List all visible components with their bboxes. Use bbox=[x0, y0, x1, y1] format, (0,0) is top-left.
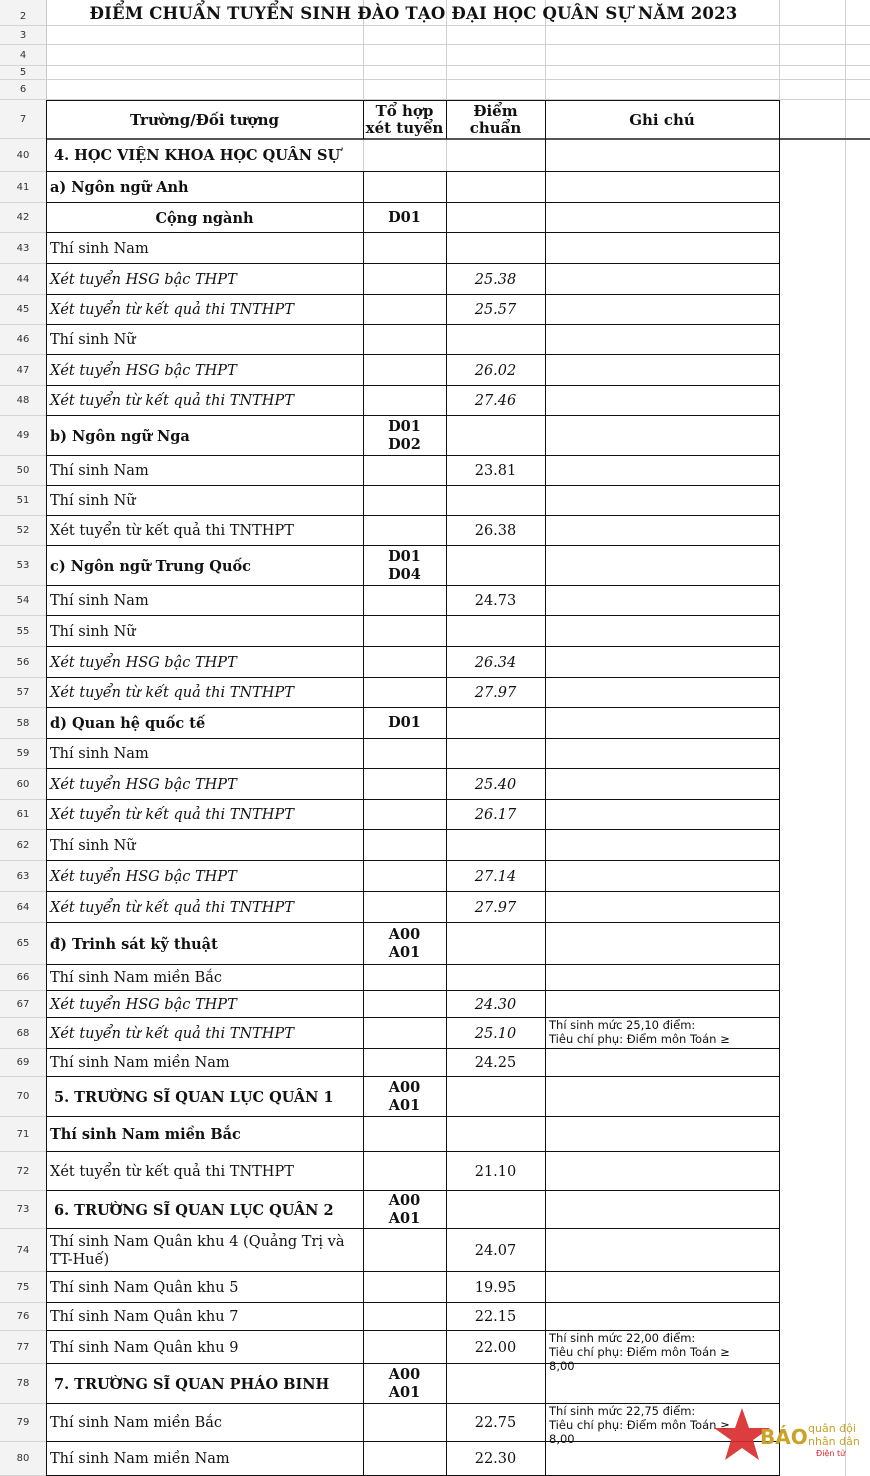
row-header-column bbox=[0, 0, 47, 1476]
border-line bbox=[779, 386, 780, 416]
to-hop-cell[interactable] bbox=[363, 708, 446, 739]
row-number[interactable]: 62 bbox=[0, 830, 46, 861]
border-line bbox=[779, 616, 780, 647]
row-label[interactable]: Xét tuyển HSG bậc THPT bbox=[50, 776, 237, 793]
ghi-chu-cell[interactable] bbox=[545, 586, 779, 616]
row-number[interactable]: 78 bbox=[0, 1364, 46, 1404]
row-label[interactable]: Thí sinh Nữ bbox=[50, 837, 136, 854]
row-number[interactable]: 75 bbox=[0, 1272, 46, 1303]
border-line bbox=[779, 100, 780, 139]
to-hop-code: A00 bbox=[388, 1192, 421, 1209]
ghi-chu-cell[interactable] bbox=[545, 923, 779, 965]
row-label[interactable]: Xét tuyển từ kết quả thi TNTHPT bbox=[50, 899, 294, 916]
border-line bbox=[779, 647, 780, 678]
row-number[interactable]: 69 bbox=[0, 1049, 46, 1077]
ghi-chu-cell[interactable] bbox=[545, 708, 779, 739]
to-hop-cell[interactable] bbox=[363, 647, 446, 678]
diem-chuan-cell[interactable] bbox=[446, 416, 545, 456]
to-hop-cell[interactable] bbox=[363, 416, 446, 456]
ghi-chu-cell[interactable] bbox=[545, 486, 779, 516]
ghi-chu-line: Thí sinh mức 22,00 điểm: bbox=[549, 1331, 696, 1345]
diem-chuan-cell[interactable]: 22.30 bbox=[474, 1451, 517, 1467]
to-hop-cell[interactable] bbox=[363, 1117, 446, 1152]
ghi-chu-cell[interactable] bbox=[545, 1049, 779, 1077]
row-number[interactable]: 80 bbox=[0, 1442, 46, 1476]
ghi-chu-cell[interactable] bbox=[545, 1077, 779, 1117]
to-hop-cell[interactable] bbox=[363, 516, 446, 546]
row-label[interactable]: d) Quan hệ quốc tế bbox=[50, 715, 206, 732]
ghi-chu-cell[interactable] bbox=[545, 203, 779, 233]
border-line bbox=[779, 678, 780, 708]
to-hop-cell[interactable] bbox=[363, 1191, 446, 1229]
border-line bbox=[779, 1364, 780, 1404]
diem-chuan-cell[interactable]: 27.97 bbox=[474, 899, 517, 916]
to-hop-cell[interactable] bbox=[363, 456, 446, 486]
diem-chuan-cell[interactable]: 25.57 bbox=[474, 302, 517, 318]
row-label[interactable]: b) Ngôn ngữ Nga bbox=[50, 427, 190, 445]
row-label[interactable]: Cộng ngành bbox=[155, 209, 254, 227]
border-line bbox=[779, 1229, 780, 1272]
border-line bbox=[779, 295, 780, 325]
to-hop-code: D02 bbox=[388, 436, 421, 453]
ghi-chu-cell[interactable] bbox=[545, 355, 779, 386]
row-label[interactable]: 6. TRƯỜNG SĨ QUAN LỤC QUÂN 2 bbox=[54, 1201, 334, 1219]
diem-chuan-cell[interactable]: 22.15 bbox=[474, 1309, 517, 1325]
border-line bbox=[779, 139, 780, 172]
ghi-chu-cell[interactable] bbox=[545, 861, 779, 892]
diem-chuan-cell[interactable]: 23.81 bbox=[474, 463, 517, 479]
ghi-chu-cell[interactable] bbox=[545, 139, 779, 172]
row-label[interactable]: 4. HỌC VIỆN KHOA HỌC QUÂN SỰ bbox=[54, 147, 341, 164]
ghi-chu-cell[interactable] bbox=[545, 546, 779, 586]
row-number[interactable]: 46 bbox=[0, 325, 46, 355]
row-label[interactable]: Xét tuyển HSG bậc THPT bbox=[50, 654, 237, 671]
header-to-hop[interactable] bbox=[363, 100, 446, 139]
to-hop-cell[interactable] bbox=[363, 233, 446, 264]
sheet-title: ĐIỂM CHUẨN TUYỂN SINH ĐÀO TẠO ĐẠI HỌC QUÂN SỰ NĂM 2023 bbox=[89, 4, 738, 23]
logo-word-dientu: Điện tử bbox=[816, 1449, 846, 1458]
row-number[interactable]: 3 bbox=[0, 26, 46, 45]
ghi-chu-cell[interactable] bbox=[545, 1152, 779, 1191]
row-number[interactable]: 54 bbox=[0, 586, 46, 616]
diem-chuan-cell[interactable] bbox=[446, 172, 545, 203]
ghi-chu-cell[interactable] bbox=[545, 264, 779, 295]
to-hop-code: D01 bbox=[388, 418, 421, 435]
to-hop-cell[interactable] bbox=[363, 1331, 446, 1364]
border-line bbox=[779, 546, 780, 586]
row-number[interactable]: 40 bbox=[0, 139, 46, 172]
to-hop-code: A00 bbox=[388, 1079, 421, 1096]
to-hop-cell[interactable] bbox=[363, 1303, 446, 1331]
border-line bbox=[779, 203, 780, 233]
row-label[interactable]: Xét tuyển HSG bậc THPT bbox=[50, 868, 237, 885]
border-line bbox=[779, 233, 780, 264]
row-label[interactable]: Thí sinh Nam bbox=[50, 463, 149, 479]
header-to-hop-line1: Tổ hợp bbox=[375, 101, 434, 120]
border-line bbox=[779, 923, 780, 965]
border-line bbox=[779, 355, 780, 386]
ghi-chu-cell[interactable] bbox=[545, 1364, 779, 1404]
ghi-chu-cell[interactable] bbox=[545, 830, 779, 861]
grid-line bbox=[46, 44, 870, 45]
row-label[interactable]: Thí sinh Nữ bbox=[50, 332, 136, 348]
border-line bbox=[779, 456, 780, 486]
border-line bbox=[779, 830, 780, 861]
row-label[interactable]: Xét tuyển HSG bậc THPT bbox=[50, 362, 237, 379]
ghi-chu-cell[interactable] bbox=[545, 1272, 779, 1303]
to-hop-cell[interactable] bbox=[363, 1049, 446, 1077]
row-number[interactable]: 52 bbox=[0, 516, 46, 546]
to-hop-code: A01 bbox=[388, 1210, 421, 1227]
ghi-chu-cell[interactable] bbox=[545, 295, 779, 325]
border-line bbox=[779, 861, 780, 892]
row-number[interactable]: 56 bbox=[0, 647, 46, 678]
row-number[interactable]: 74 bbox=[0, 1229, 46, 1272]
row-number[interactable]: 43 bbox=[0, 233, 46, 264]
diem-chuan-cell[interactable]: 27.46 bbox=[474, 393, 517, 409]
row-number[interactable]: 72 bbox=[0, 1152, 46, 1191]
to-hop-cell[interactable] bbox=[363, 1364, 446, 1404]
diem-chuan-cell[interactable] bbox=[446, 616, 545, 647]
row-label[interactable]: Xét tuyển từ kết quả thi TNTHPT bbox=[50, 1025, 294, 1042]
to-hop-code: A01 bbox=[388, 1384, 421, 1401]
diem-chuan-cell[interactable] bbox=[446, 923, 545, 965]
row-number[interactable]: 4 bbox=[0, 45, 46, 66]
to-hop-cell[interactable] bbox=[363, 486, 446, 516]
to-hop-cell[interactable] bbox=[363, 1229, 446, 1272]
to-hop-cell[interactable] bbox=[363, 1442, 446, 1476]
to-hop-cell[interactable] bbox=[363, 616, 446, 647]
ghi-chu-note bbox=[549, 1331, 777, 1373]
to-hop-cell[interactable] bbox=[363, 1152, 446, 1191]
row-number[interactable]: 55 bbox=[0, 616, 46, 647]
row-number[interactable]: 44 bbox=[0, 264, 46, 295]
ghi-chu-cell[interactable] bbox=[545, 516, 779, 546]
diem-chuan-cell[interactable]: 19.95 bbox=[474, 1279, 517, 1296]
ghi-chu-cell[interactable] bbox=[545, 678, 779, 708]
row-label[interactable]: 5. TRƯỜNG SĨ QUAN LỤC QUÂN 1 bbox=[54, 1088, 334, 1106]
row-number[interactable]: 48 bbox=[0, 386, 46, 416]
to-hop-code: D04 bbox=[388, 566, 421, 583]
ghi-chu-cell[interactable] bbox=[545, 386, 779, 416]
border-line bbox=[779, 1077, 780, 1117]
diem-chuan-cell[interactable] bbox=[446, 546, 545, 586]
header-diem-chuan[interactable] bbox=[446, 100, 545, 139]
diem-chuan-cell[interactable]: 24.25 bbox=[474, 1055, 517, 1071]
to-hop-cell[interactable] bbox=[363, 546, 446, 586]
row-number[interactable]: 67 bbox=[0, 991, 46, 1018]
to-hop-code: A01 bbox=[388, 1097, 421, 1114]
ghi-chu-line: Thí sinh mức 22,75 điểm: bbox=[549, 1404, 696, 1418]
row-label[interactable]: c) Ngôn ngữ Trung Quốc bbox=[50, 557, 251, 575]
to-hop-cell[interactable] bbox=[363, 586, 446, 616]
border-line bbox=[779, 516, 780, 546]
border-line bbox=[779, 739, 780, 769]
diem-chuan-cell[interactable] bbox=[446, 486, 545, 516]
to-hop-code: D01 bbox=[388, 209, 421, 226]
ghi-chu-cell[interactable] bbox=[545, 1303, 779, 1331]
grid-line bbox=[46, 25, 870, 26]
to-hop-cell[interactable] bbox=[363, 172, 446, 203]
ghi-chu-cell[interactable] bbox=[545, 1117, 779, 1152]
row-label[interactable]: a) Ngôn ngữ Anh bbox=[50, 179, 189, 196]
logo-word-bao: BÁO bbox=[760, 1425, 808, 1449]
diem-chuan-cell[interactable] bbox=[446, 203, 545, 233]
diem-chuan-cell[interactable]: 25.10 bbox=[474, 1025, 517, 1042]
row-number[interactable]: 58 bbox=[0, 708, 46, 739]
to-hop-cell[interactable] bbox=[363, 800, 446, 830]
to-hop-cell[interactable] bbox=[363, 203, 446, 233]
row-number[interactable]: 61 bbox=[0, 800, 46, 830]
row-label[interactable]: Thí sinh Nữ bbox=[50, 623, 136, 640]
row-number[interactable]: 64 bbox=[0, 892, 46, 923]
ghi-chu-cell[interactable] bbox=[545, 325, 779, 355]
row-number[interactable]: 79 bbox=[0, 1404, 46, 1442]
diem-chuan-cell[interactable] bbox=[446, 965, 545, 991]
border-line bbox=[779, 800, 780, 830]
row-label[interactable]: Thí sinh Nữ bbox=[50, 493, 136, 509]
diem-chuan-cell[interactable]: 21.10 bbox=[474, 1163, 517, 1180]
ghi-chu-cell[interactable] bbox=[545, 233, 779, 264]
row-number[interactable]: 70 bbox=[0, 1077, 46, 1117]
border-line bbox=[779, 172, 780, 203]
ghi-chu-cell[interactable] bbox=[545, 416, 779, 456]
row-number[interactable]: 50 bbox=[0, 456, 46, 486]
diem-chuan-cell[interactable] bbox=[446, 830, 545, 861]
header-ghi-chu[interactable]: Ghi chú bbox=[629, 110, 695, 129]
to-hop-cell[interactable] bbox=[363, 991, 446, 1018]
ghi-chu-note bbox=[549, 1018, 777, 1049]
diem-chuan-cell[interactable]: 24.30 bbox=[474, 996, 517, 1013]
row-number[interactable]: 71 bbox=[0, 1117, 46, 1152]
ghi-chu-cell[interactable] bbox=[545, 172, 779, 203]
diem-chuan-cell[interactable] bbox=[446, 1117, 545, 1152]
to-hop-cell[interactable] bbox=[363, 1404, 446, 1442]
ghi-chu-cell[interactable] bbox=[545, 1229, 779, 1272]
row-label[interactable]: Xét tuyển HSG bậc THPT bbox=[50, 271, 237, 288]
row-number[interactable]: 42 bbox=[0, 203, 46, 233]
diem-chuan-cell[interactable]: 25.40 bbox=[474, 776, 517, 793]
ghi-chu-cell[interactable] bbox=[545, 769, 779, 800]
row-number[interactable]: 47 bbox=[0, 355, 46, 386]
row-number[interactable]: 76 bbox=[0, 1303, 46, 1331]
grid-line bbox=[46, 79, 870, 80]
ghi-chu-cell[interactable] bbox=[545, 647, 779, 678]
row-number[interactable]: 2 bbox=[0, 8, 46, 26]
ghi-chu-cell[interactable] bbox=[545, 965, 779, 991]
border-line bbox=[779, 1152, 780, 1191]
row-number[interactable]: 5 bbox=[0, 66, 46, 80]
diem-chuan-cell[interactable] bbox=[446, 1191, 545, 1229]
ghi-chu-cell[interactable] bbox=[545, 1191, 779, 1229]
border-line bbox=[779, 769, 780, 800]
row-label[interactable]: Thí sinh Nam bbox=[50, 746, 149, 762]
ghi-chu-cell[interactable] bbox=[545, 991, 779, 1018]
diem-chuan-cell[interactable]: 27.14 bbox=[474, 868, 517, 885]
grid-line bbox=[845, 0, 846, 1476]
row-label[interactable]: Xét tuyển từ kết quả thi TNTHPT bbox=[50, 393, 294, 409]
to-hop-code: D01 bbox=[388, 548, 421, 565]
diem-chuan-cell[interactable] bbox=[446, 325, 545, 355]
ghi-chu-cell[interactable] bbox=[545, 616, 779, 647]
border-line bbox=[779, 1049, 780, 1077]
row-number[interactable]: 7 bbox=[0, 100, 46, 139]
row-number[interactable]: 6 bbox=[0, 80, 46, 100]
border-line bbox=[779, 708, 780, 739]
row-label[interactable]: Thí sinh Nam Quân khu 5 bbox=[50, 1279, 239, 1296]
row-label[interactable]: Thí sinh Nam miền Bắc bbox=[50, 1415, 222, 1431]
border-line bbox=[779, 264, 780, 295]
ghi-chu-line: Tiêu chí phụ: Điểm môn Toán ≥ bbox=[549, 1345, 730, 1359]
border-line bbox=[779, 416, 780, 456]
to-hop-code: A00 bbox=[388, 1366, 421, 1383]
diem-chuan-cell[interactable] bbox=[446, 739, 545, 769]
header-truong-doi-tuong[interactable]: Trường/Đối tượng bbox=[129, 110, 280, 129]
ghi-chu-line: Tiêu chí phụ: Điểm môn Toán ≥ bbox=[549, 1418, 730, 1432]
border-line bbox=[779, 1018, 780, 1049]
row-number[interactable]: 45 bbox=[0, 295, 46, 325]
diem-chuan-cell[interactable]: 22.75 bbox=[474, 1415, 517, 1431]
row-number[interactable]: 49 bbox=[0, 416, 46, 456]
row-number[interactable]: 77 bbox=[0, 1331, 46, 1364]
row-number[interactable]: 60 bbox=[0, 769, 46, 800]
row-label[interactable]: Thí sinh Nam Quân khu 9 bbox=[50, 1339, 239, 1356]
row-number[interactable]: 73 bbox=[0, 1191, 46, 1229]
row-label[interactable]: Xét tuyển HSG bậc THPT bbox=[50, 996, 237, 1013]
to-hop-code: A01 bbox=[388, 944, 421, 961]
to-hop-cell[interactable] bbox=[363, 1018, 446, 1049]
to-hop-cell[interactable] bbox=[363, 355, 446, 386]
to-hop-cell[interactable] bbox=[363, 965, 446, 991]
to-hop-cell[interactable] bbox=[363, 739, 446, 769]
to-hop-cell[interactable] bbox=[363, 264, 446, 295]
border-line bbox=[779, 1117, 780, 1152]
diem-chuan-cell[interactable]: 26.17 bbox=[474, 807, 517, 823]
row-number[interactable]: 66 bbox=[0, 965, 46, 991]
diem-chuan-cell[interactable]: 27.97 bbox=[474, 685, 517, 701]
border-line bbox=[779, 991, 780, 1018]
row-label[interactable]: Thí sinh Nam miền Bắc bbox=[50, 970, 222, 986]
ghi-chu-line: Thí sinh mức 25,10 điểm: bbox=[549, 1018, 696, 1032]
diem-chuan-cell[interactable] bbox=[446, 708, 545, 739]
border-line bbox=[779, 965, 780, 991]
row-label[interactable]: Xét tuyển từ kết quả thi TNTHPT bbox=[50, 807, 294, 823]
row-label[interactable]: Xét tuyển từ kết quả thi TNTHPT bbox=[50, 302, 294, 318]
row-label[interactable]: Thí sinh Nam miền Bắc bbox=[50, 1126, 241, 1143]
ghi-chu-line: 8,00 bbox=[549, 1432, 575, 1446]
border-line bbox=[779, 586, 780, 616]
to-hop-cell[interactable] bbox=[363, 769, 446, 800]
row-number[interactable]: 65 bbox=[0, 923, 46, 965]
logo-word-quandoi: quân đội bbox=[808, 1422, 856, 1435]
border-line bbox=[779, 1331, 780, 1364]
row-number[interactable]: 51 bbox=[0, 486, 46, 516]
logo-word-nhandan: nhân dân bbox=[808, 1435, 860, 1448]
row-label-line2: TT-Huế) bbox=[50, 1251, 110, 1268]
ghi-chu-cell[interactable] bbox=[545, 739, 779, 769]
ghi-chu-cell[interactable] bbox=[545, 456, 779, 486]
ghi-chu-cell[interactable] bbox=[545, 800, 779, 830]
border-line bbox=[779, 892, 780, 923]
row-number[interactable]: 57 bbox=[0, 678, 46, 708]
border-line bbox=[779, 1303, 780, 1331]
row-label[interactable]: Thí sinh Nam miền Nam bbox=[50, 1451, 230, 1467]
header-to-hop-line2: xét tuyển bbox=[365, 118, 444, 137]
row-label[interactable]: 7. TRƯỜNG SĨ QUAN PHÁO BINH bbox=[54, 1375, 330, 1393]
border-line bbox=[779, 1191, 780, 1229]
to-hop-cell[interactable] bbox=[363, 678, 446, 708]
to-hop-cell[interactable] bbox=[363, 923, 446, 965]
row-label[interactable]: Thí sinh Nam Quân khu 7 bbox=[50, 1309, 239, 1325]
ghi-chu-line: 8,00 bbox=[549, 1359, 575, 1373]
row-label[interactable]: Xét tuyển từ kết quả thi TNTHPT bbox=[50, 685, 294, 701]
diem-chuan-cell[interactable]: 24.73 bbox=[474, 593, 517, 609]
row-label[interactable]: Xét tuyển từ kết quả thi TNTHPT bbox=[50, 523, 294, 539]
diem-chuan-cell[interactable] bbox=[446, 233, 545, 264]
border-line bbox=[779, 1272, 780, 1303]
border-line bbox=[779, 486, 780, 516]
to-hop-cell[interactable] bbox=[363, 386, 446, 416]
diem-chuan-cell[interactable] bbox=[446, 1077, 545, 1117]
ghi-chu-line: Tiêu chí phụ: Điểm môn Toán ≥ bbox=[549, 1032, 730, 1046]
row-label[interactable] bbox=[46, 1229, 363, 1272]
diem-chuan-cell[interactable]: 26.02 bbox=[474, 362, 517, 379]
diem-chuan-cell[interactable]: 22.00 bbox=[474, 1339, 517, 1356]
to-hop-cell[interactable] bbox=[363, 830, 446, 861]
row-label[interactable]: Thí sinh Nam miền Nam bbox=[50, 1055, 230, 1071]
diem-chuan-cell[interactable]: 26.38 bbox=[474, 523, 517, 539]
diem-chuan-cell[interactable]: 24.07 bbox=[474, 1242, 517, 1259]
row-number[interactable]: 41 bbox=[0, 172, 46, 203]
grid-line bbox=[46, 65, 870, 66]
row-label-line1: Thí sinh Nam Quân khu 4 (Quảng Trị và bbox=[50, 1233, 345, 1250]
row-label[interactable]: Thí sinh Nam bbox=[50, 593, 149, 609]
to-hop-cell[interactable] bbox=[363, 1272, 446, 1303]
row-label[interactable]: Xét tuyển từ kết quả thi TNTHPT bbox=[50, 1163, 294, 1180]
ghi-chu-cell[interactable] bbox=[545, 892, 779, 923]
bao-qdnd-logo bbox=[712, 1404, 862, 1464]
row-label[interactable]: đ) Trinh sát kỹ thuật bbox=[50, 935, 218, 953]
diem-chuan-cell[interactable] bbox=[446, 1364, 545, 1404]
header-diem-line2: chuẩn bbox=[469, 118, 522, 137]
to-hop-cell[interactable] bbox=[363, 295, 446, 325]
to-hop-cell[interactable] bbox=[363, 1077, 446, 1117]
row-number[interactable]: 59 bbox=[0, 739, 46, 769]
diem-chuan-cell[interactable]: 25.38 bbox=[474, 271, 517, 288]
header-diem-line1: Điểm bbox=[473, 101, 518, 120]
row-number[interactable]: 53 bbox=[0, 546, 46, 586]
row-number[interactable]: 68 bbox=[0, 1018, 46, 1049]
to-hop-code: D01 bbox=[388, 714, 421, 731]
diem-chuan-cell[interactable]: 26.34 bbox=[474, 654, 517, 671]
row-number[interactable]: 63 bbox=[0, 861, 46, 892]
border-line bbox=[779, 325, 780, 355]
to-hop-cell[interactable] bbox=[363, 861, 446, 892]
to-hop-cell[interactable] bbox=[363, 892, 446, 923]
row-label[interactable]: Thí sinh Nam bbox=[50, 240, 149, 257]
to-hop-code: A00 bbox=[388, 926, 421, 943]
to-hop-cell[interactable] bbox=[363, 325, 446, 355]
